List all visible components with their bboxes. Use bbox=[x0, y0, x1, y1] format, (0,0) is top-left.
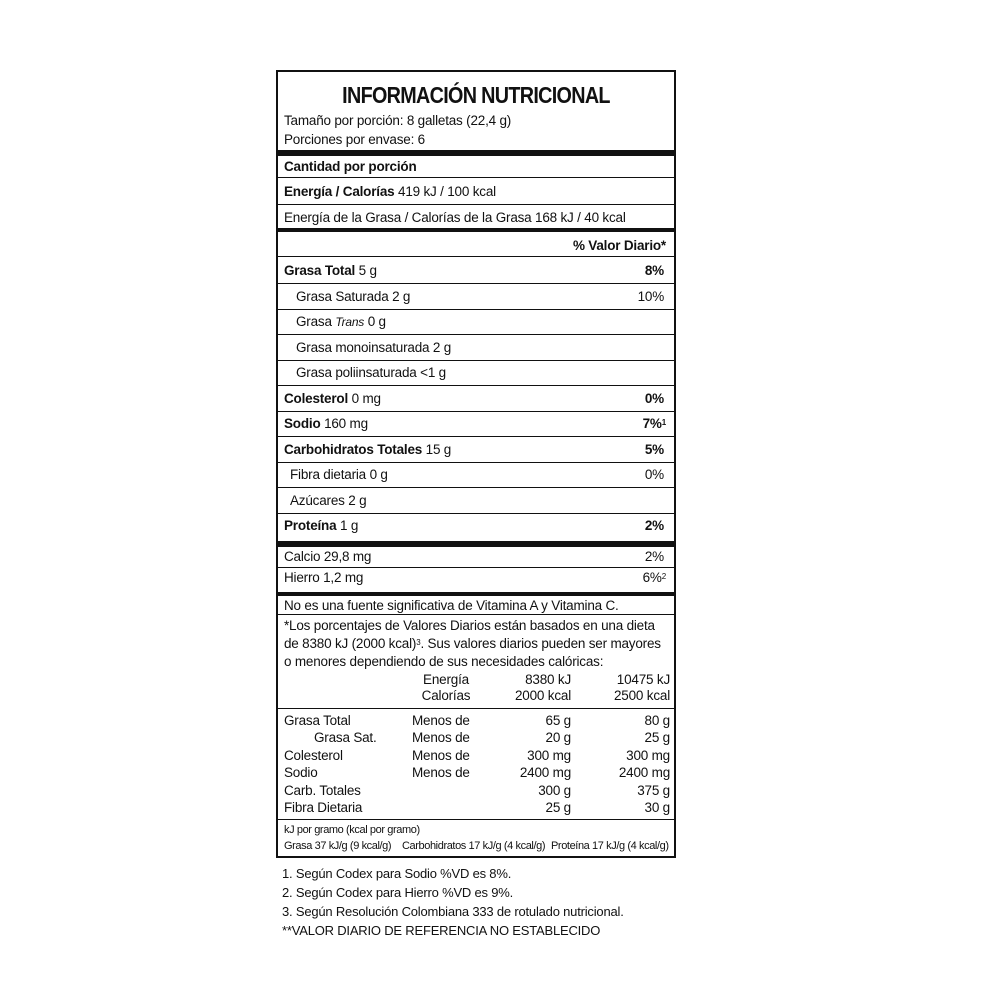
nutrient-amount: <1 g bbox=[420, 365, 446, 380]
ref-value-2000: 20 g bbox=[545, 730, 571, 745]
ref-qualifier: Menos de bbox=[412, 730, 470, 745]
nutrient-label: Sodio bbox=[284, 416, 321, 431]
footnote: 1. Según Codex para Sodio %VD es 8%. bbox=[282, 866, 512, 881]
nutrient-amount: 15 g bbox=[425, 442, 452, 457]
nutrient-amount: 5 g bbox=[358, 263, 377, 278]
divider bbox=[278, 177, 674, 178]
divider bbox=[278, 360, 674, 361]
divider bbox=[278, 385, 674, 386]
dv-note-line3: o menores dependiendo de sus necesidades calóricas: bbox=[284, 654, 604, 669]
nutrient-amount: 0 g bbox=[369, 467, 388, 482]
ref-col1-calories: 2000 kcal bbox=[515, 688, 571, 703]
mineral-daily-value bbox=[645, 549, 664, 565]
ref-value-2000: 25 g bbox=[545, 800, 571, 815]
nutrient-row bbox=[284, 442, 451, 458]
energy-value: 419 kJ / 100 kcal bbox=[398, 184, 496, 199]
divider bbox=[278, 283, 674, 284]
mineral-daily-value bbox=[643, 570, 666, 586]
kj-grasa: Grasa 37 kJ/g (9 kcal/g) bbox=[284, 840, 392, 852]
ref-nutrient-name: Carb. Totales bbox=[284, 783, 361, 798]
ref-value-2500: 80 g bbox=[644, 713, 670, 728]
nutrient-row bbox=[296, 314, 386, 330]
nutrient-daily-value bbox=[645, 518, 664, 534]
nutrient-amount: 2 g bbox=[392, 289, 411, 304]
divider bbox=[278, 513, 674, 514]
divider bbox=[278, 819, 674, 820]
dv-note-line2 bbox=[284, 636, 661, 652]
ref-nutrient-name: Grasa Sat. bbox=[314, 730, 377, 745]
footnote: **VALOR DIARIO DE REFERENCIA NO ESTABLECIDO bbox=[282, 923, 601, 938]
divider bbox=[278, 334, 674, 335]
nutrient-label-italic: Trans bbox=[335, 315, 365, 329]
nutrient-label: Colesterol bbox=[284, 391, 349, 406]
nutrient-label: Grasa Saturada bbox=[296, 289, 389, 304]
nutrient-daily-value bbox=[645, 263, 664, 279]
ref-value-2500: 30 g bbox=[644, 800, 670, 815]
ref-col2-calories: 2500 kcal bbox=[614, 688, 670, 703]
daily-value-header: % Valor Diario* bbox=[572, 238, 666, 253]
nutrient-label: Grasa Total bbox=[284, 263, 356, 278]
nutrient-label: Proteína bbox=[284, 518, 337, 533]
divider bbox=[278, 567, 674, 568]
ref-qualifier: Menos de bbox=[412, 748, 470, 763]
divider bbox=[278, 204, 674, 205]
ref-col1-energy: 8380 kJ bbox=[525, 672, 571, 687]
ref-value-2000: 300 mg bbox=[527, 748, 571, 763]
divider bbox=[278, 462, 674, 463]
mineral-label: Hierro 1,2 mg bbox=[284, 570, 364, 585]
ref-calories-label: Calorías bbox=[421, 688, 471, 703]
nutrient-label: Grasa monoinsaturada bbox=[296, 340, 430, 355]
divider bbox=[278, 411, 674, 412]
nutrient-row bbox=[284, 518, 358, 534]
daily-value-percent: 0% bbox=[644, 391, 664, 406]
nutrient-row bbox=[284, 391, 381, 407]
daily-value-percent: 0% bbox=[644, 467, 664, 482]
thick-divider bbox=[278, 150, 674, 156]
ref-value-2000: 300 g bbox=[538, 783, 571, 798]
divider bbox=[278, 708, 674, 709]
ref-nutrient-name: Fibra Dietaria bbox=[284, 800, 363, 815]
energy-row bbox=[284, 184, 496, 200]
nutrient-row bbox=[296, 340, 451, 356]
nutrient-daily-value bbox=[638, 289, 664, 305]
nutrient-row bbox=[284, 416, 368, 432]
dv-note-line2-post: . Sus valores diarios pueden ser mayores bbox=[420, 636, 661, 651]
medium-divider bbox=[278, 592, 674, 596]
panel-title: INFORMACIÓN NUTRICIONAL bbox=[342, 82, 610, 108]
nutrient-row bbox=[290, 493, 366, 509]
footnote: 3. Según Resolución Colombiana 333 de rotulado nutricional. bbox=[282, 904, 624, 919]
daily-value-percent: 2% bbox=[644, 518, 664, 533]
nutrient-daily-value bbox=[643, 416, 666, 432]
nutrient-label: Grasa poliinsaturada bbox=[296, 365, 417, 380]
nutrient-row bbox=[296, 365, 446, 381]
nutrient-row bbox=[296, 289, 410, 305]
nutrient-row bbox=[290, 467, 388, 483]
divider bbox=[278, 487, 674, 488]
nutrient-row bbox=[284, 263, 377, 279]
nutrient-daily-value bbox=[645, 467, 664, 483]
nutrient-amount: 160 mg bbox=[324, 416, 368, 431]
not-significant-note: No es una fuente significativa de Vitamina A y Vitamina C. bbox=[284, 598, 619, 613]
nutrient-label: Azúcares bbox=[290, 493, 345, 508]
footnote-ref: 1 bbox=[661, 418, 666, 427]
ref-value-2000: 2400 mg bbox=[519, 765, 571, 780]
divider bbox=[278, 614, 674, 615]
ref-nutrient-name: Sodio bbox=[284, 765, 318, 780]
ref-qualifier: Menos de bbox=[412, 765, 470, 780]
daily-value-percent: 10% bbox=[637, 289, 664, 304]
nutrient-label: Fibra dietaria bbox=[290, 467, 366, 482]
daily-value-percent: 8% bbox=[644, 263, 664, 278]
ref-value-2500: 2400 mg bbox=[618, 765, 670, 780]
servings-per-container: Porciones por envase: 6 bbox=[284, 132, 425, 147]
ref-value-2500: 375 g bbox=[637, 783, 670, 798]
ref-qualifier: Menos de bbox=[412, 713, 470, 728]
fat-energy-row: Energía de la Grasa / Calorías de la Grasa 168 kJ / 40 kcal bbox=[284, 210, 626, 225]
ref-nutrient-name: Colesterol bbox=[284, 748, 343, 763]
divider bbox=[278, 436, 674, 437]
footnote: 2. Según Codex para Hierro %VD es 9%. bbox=[282, 885, 514, 900]
dv-note-sup: 3 bbox=[416, 638, 421, 647]
divider bbox=[278, 256, 674, 257]
nutrient-amount: 2 g bbox=[432, 340, 452, 355]
amount-per-serving: Cantidad por porción bbox=[284, 159, 417, 174]
mineral-label: Calcio 29,8 mg bbox=[284, 549, 372, 564]
nutrient-amount: 2 g bbox=[348, 493, 367, 508]
dv-note-line2-pre: de 8380 kJ (2000 kcal) bbox=[284, 636, 417, 651]
ref-value-2000: 65 g bbox=[545, 713, 571, 728]
ref-value-2500: 300 mg bbox=[626, 748, 670, 763]
daily-value-percent: 2% bbox=[644, 549, 664, 564]
ref-energy-label: Energía bbox=[423, 672, 469, 687]
nutrient-daily-value bbox=[645, 442, 664, 458]
daily-value-percent: 5% bbox=[644, 442, 664, 457]
thick-divider bbox=[278, 541, 674, 547]
nutrient-label: Carbohidratos Totales bbox=[284, 442, 423, 457]
ref-col2-energy: 10475 kJ bbox=[616, 672, 670, 687]
kj-per-gram-title: kJ por gramo (kcal por gramo) bbox=[284, 824, 420, 836]
divider bbox=[278, 309, 674, 310]
nutrient-amount: 0 g bbox=[367, 314, 386, 329]
ref-nutrient-name: Grasa Total bbox=[284, 713, 351, 728]
medium-divider bbox=[278, 228, 674, 232]
nutrient-amount: 0 mg bbox=[351, 391, 381, 406]
nutrient-amount: 1 g bbox=[339, 518, 359, 533]
nutrient-label: Grasa bbox=[296, 314, 332, 329]
footnote-ref: 2 bbox=[661, 572, 666, 581]
energy-label: Energía / Calorías bbox=[284, 184, 395, 199]
kj-proteina: Proteína 17 kJ/g (4 kcal/g) bbox=[551, 840, 669, 852]
daily-value-percent: 7% bbox=[642, 416, 662, 431]
dv-note-line1: *Los porcentajes de Valores Diarios están basados en una dieta bbox=[284, 618, 655, 633]
kj-carbohidratos: Carbohidratos 17 kJ/g (4 kcal/g) bbox=[402, 840, 546, 852]
nutrition-facts-panel bbox=[276, 70, 676, 858]
serving-size: Tamaño por porción: 8 galletas (22,4 g) bbox=[284, 113, 512, 128]
ref-value-2500: 25 g bbox=[644, 730, 670, 745]
nutrient-daily-value bbox=[645, 391, 664, 407]
daily-value-percent: 6% bbox=[642, 570, 662, 585]
